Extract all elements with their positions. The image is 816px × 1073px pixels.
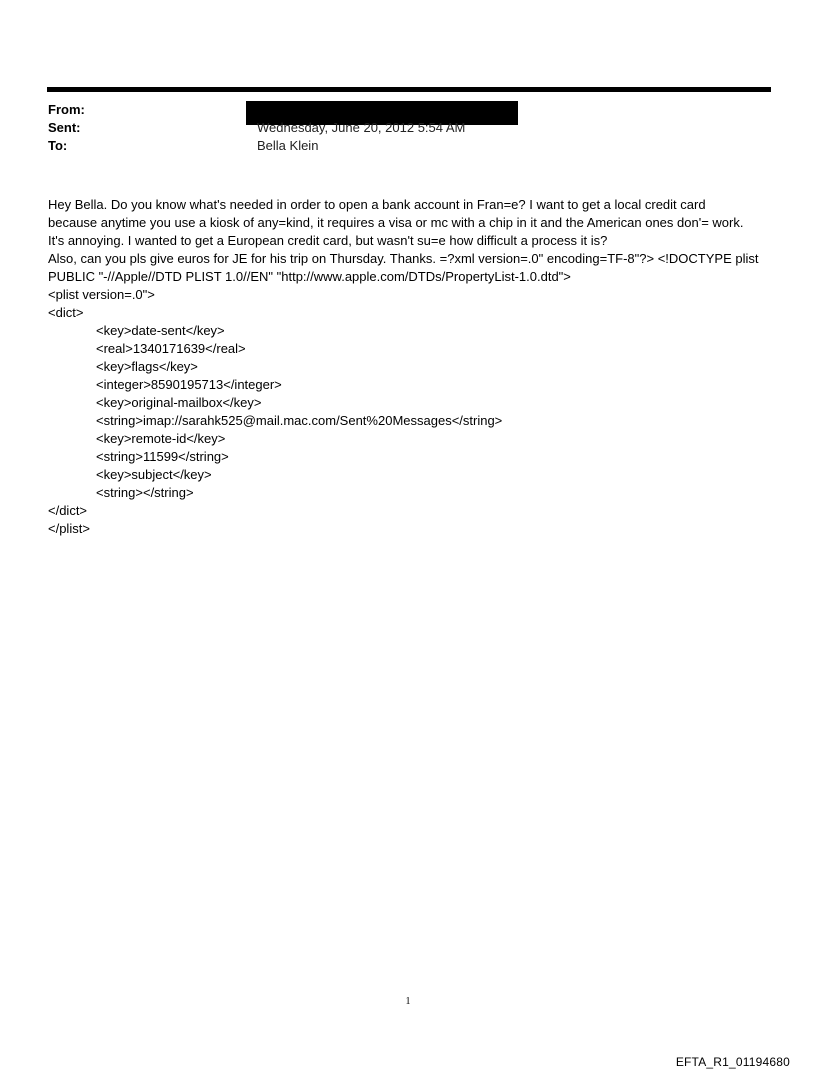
body-line: <plist version=.0"> [48,287,155,302]
plist-line: <key>original-mailbox</key> [96,395,262,410]
plist-line: <key>remote-id</key> [96,431,226,446]
from-label: From: [48,102,85,117]
email-header [48,101,768,155]
to-label: To: [48,138,68,153]
plist-line: <real>1340171639</real> [96,341,246,356]
plist-line: <key>date-sent</key> [96,323,225,338]
body-line: because anytime you use a kiosk of any=kind, it requires a visa or mc with a chip in it and the American ones don'= work. [48,215,744,230]
plist-line: <string>11599</string> [96,449,229,464]
body-line: Hey Bella. Do you know what's needed in order to open a bank account in Fran=e? I want to get a local credit card [48,197,706,212]
email-body [48,196,772,538]
plist-line: <string>imap://sarahk525@mail.mac.com/Sent%20Messages</string> [96,413,503,428]
sent-row [48,119,768,137]
plist-line: <key>subject</key> [96,467,212,482]
sent-value: Wednesday, June 20, 2012 5:54 AM [257,120,466,135]
closing-line: </plist> [48,521,90,536]
header-divider [47,87,771,92]
to-row [48,137,768,155]
body-line: Also, can you pls give euros for JE for his trip on Thursday. Thanks. =?xml version=.0" encoding=TF-8"?> <!DOCTYPE plist [48,251,759,266]
body-line: <dict> [48,305,84,320]
document-id: EFTA_R1_01194680 [675,1055,790,1069]
plist-line: <key>flags</key> [96,359,198,374]
sent-label: Sent: [48,120,81,135]
body-line: It's annoying. I wanted to get a European credit card, but wasn't su=e how difficult a process it is? [48,233,608,248]
plist-line: <integer>8590195713</integer> [96,377,282,392]
plist-line: <string></string> [96,485,194,500]
to-value: Bella Klein [257,138,319,153]
closing-line: </dict> [48,503,88,518]
body-line: PUBLIC "-//Apple//DTD PLIST 1.0//EN" "http://www.apple.com/DTDs/PropertyList-1.0.dtd"> [48,269,571,284]
from-row [48,101,768,119]
page-number: 1 [405,996,411,1007]
